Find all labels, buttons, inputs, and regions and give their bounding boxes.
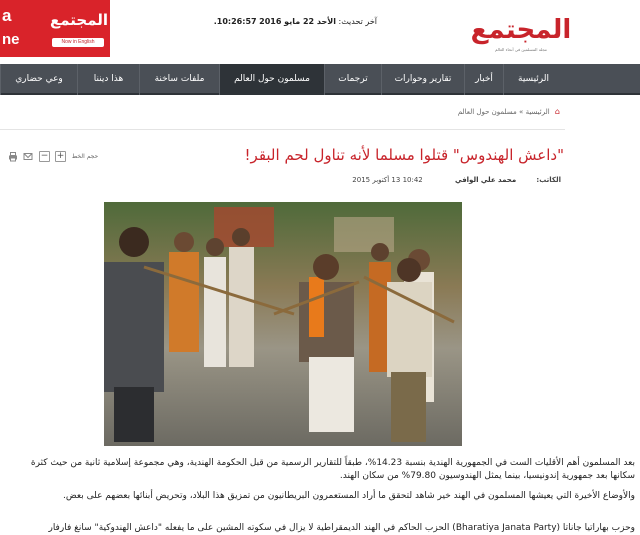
site-logo[interactable] [470,0,572,62]
site-header [0,0,640,64]
now-in-english-badge: Now in English [52,38,104,47]
last-update-time: 10:26:57. [213,17,257,26]
article-paragraph: بعد المسلمون أهم الأقليات الست في الجمهورية الهندية بنسبة 14.23%، طبقاً للتقارير الرسمية من قبل الحكومة الهندية، وهي مجموعة إسلامية ثانية من حيث كثرة سكانها بعد جمهورية إندونيسيا، بينما يمثل الهندوسيون 79.80% من سكان الهند. [30,458,635,481]
email-icon[interactable] [23,151,33,162]
font-size-label: حجم الخط [71,153,99,160]
main-nav [0,64,640,95]
nav-item-news[interactable]: أخبار [464,64,503,95]
nav-item-civil-awareness[interactable]: وعي حضاري [0,64,77,95]
article-paragraph: والأوضاع الأخيرة التي يعيشها المسلمون في الهند خير شاهد لتحقق ما أراد المستعمرون البريطانيون من تمزيق هذا البلاد، وتحريض أبنائها بعضهم على بعض. [63,491,635,501]
site-logo-subtitle: مجلة المسلمين في أنحاء العالم [495,47,547,52]
nav-item-muslims-world[interactable]: مسلمون حول العالم [219,64,324,95]
article-title: "داعش الهندوس" قتلوا مسلما لأنه تناول لحم البقر! [244,146,564,164]
nav-item-hot-files[interactable]: ملفات ساخنة [139,64,219,95]
nav-item-our-religion[interactable]: هذا ديننا [77,64,139,95]
article-photo [104,202,462,446]
english-banner-text-bottom: ne [2,31,20,48]
font-decrease-button[interactable]: − [40,151,49,161]
english-banner-logo [49,3,109,35]
article-meta [352,176,561,184]
site-logo-text: المجتمع [470,15,572,45]
print-icon[interactable] [8,151,18,162]
home-icon[interactable]: ⌂ [554,107,560,116]
article-paragraph: وحزب بهاراتيا جاناتا (Bharatiya Janata Party) الحزب الحاكم في الهند الديمقراطية لا يزال في سكوته المشين على ما يفعله "داعش الهندوكية" سانغ فارفار [48,523,635,533]
divider [0,129,565,130]
nav-item-reports[interactable]: تقارير وحوارات [381,64,464,95]
breadcrumb-separator: » [519,108,524,116]
english-edition-banner[interactable] [0,0,110,57]
nav-item-translations[interactable]: ترجمات [324,64,381,95]
last-update-label: آخر تحديث: [338,17,377,26]
english-banner-text-top: a [2,6,12,25]
last-update [213,17,377,26]
last-update-date: الأحد 22 مايو 2016 [259,17,336,26]
breadcrumb-current[interactable]: مسلمون حول العالم [457,108,517,116]
nav-item-home[interactable]: الرئيسية [503,64,563,95]
english-banner-logo-text: المجتمع [49,11,109,29]
breadcrumb [458,107,560,116]
article-date: 10:42 13 أكتوبر 2015 [352,176,423,184]
author-label: الكاتب: [536,176,561,184]
breadcrumb-home[interactable]: الرئيسية [525,108,550,116]
font-increase-button[interactable]: + [56,151,65,161]
author-name[interactable]: محمد علي الوافي [454,176,517,184]
